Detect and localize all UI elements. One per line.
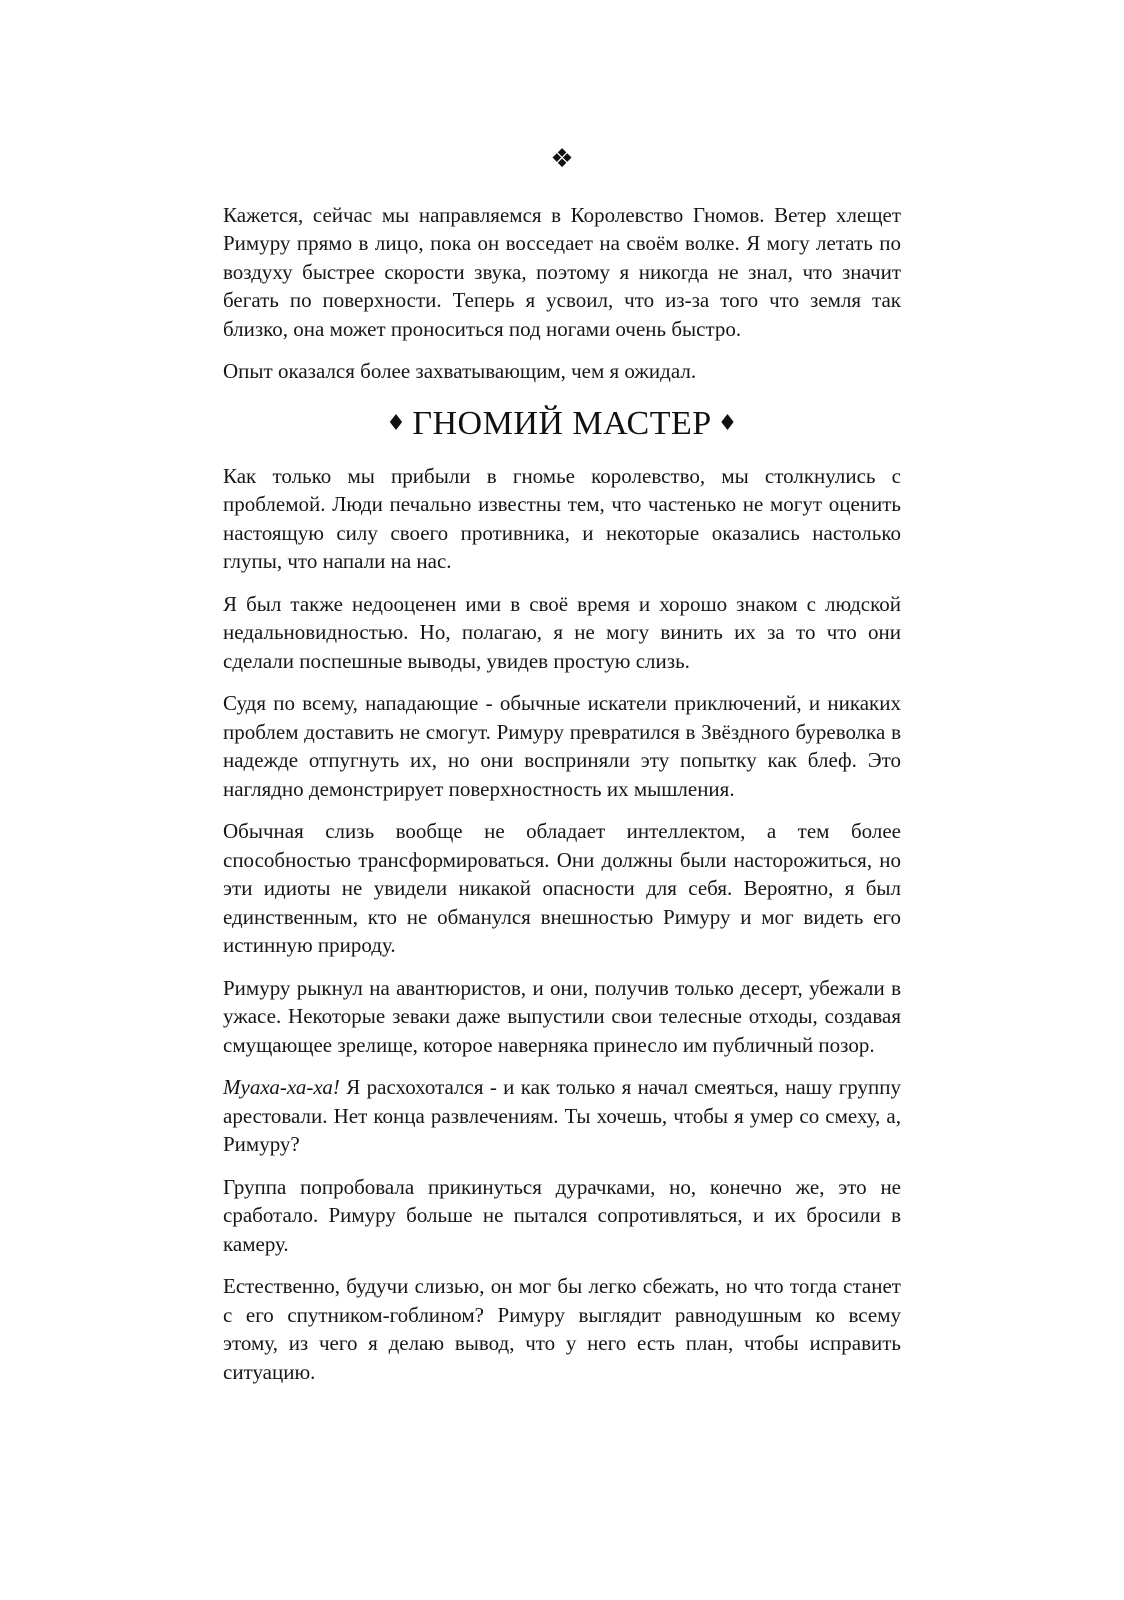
heading-right-diamond-icon: ♦: [717, 410, 738, 436]
text-column: [223, 0, 901, 1386]
chapter-heading: [223, 402, 901, 446]
paragraph-2: Опыт оказался более захватывающим, чем я ожидал.: [223, 359, 697, 383]
paragraph-10: Естественно, будучи слизью, он мог бы легко сбежать, но что тогда станет с его спутником-гоблином? Римуру выглядит равнодушным ко всему этому, из чего я делаю вывод, что у него есть план, чтобы исправить ситуацию.: [223, 1274, 901, 1384]
paragraph-6: Обычная слизь вообще не обладает интеллектом, а тем более способностью трансформироваться. Они должны были насторожиться, но эти идиоты не увидели никакой опасности для себя. Вероятно, я был единственным, кто не обманулся внешностью Римуру и мог видеть его истинную природу.: [223, 819, 901, 957]
paragraph-7: Римуру рыкнул на авантюристов, и они, получив только десерт, убежали в ужасе. Некоторые зеваки даже выпустили свои телесные отходы, создавая смущающее зрелище, которое наверняка принесло им публичный позор.: [223, 975, 901, 1057]
heading-left-diamond-icon: ♦: [386, 410, 407, 436]
paragraph-3: Как только мы прибыли в гномье королевство, мы столкнулись с проблемой. Люди печально известны тем, что частенько не могут оценить настоящую силу своего противника, и некоторые оказались настолько глупы, что напали на нас.: [223, 463, 901, 573]
paragraph-4: Я был также недооценен ими в своё время и хорошо знаком с людской недальновидностью. Но, полагаю, я не могу винить их за то что они сделали поспешные выводы, увидев простую слизь.: [223, 591, 901, 673]
laugh-paragraph-text: Я расхохотался - и как только я начал смеяться, нашу группу арестовали. Нет конца развлечениям. Ты хочешь, чтобы я умер со смеху, а, Римуру?: [223, 1075, 902, 1156]
chapter-title: ГНОМИЙ МАСТЕР: [412, 404, 712, 442]
diamond-ornament-icon: ❖: [550, 144, 574, 174]
paragraph-5: Судя по всему, нападающие - обычные искатели приключений, и никаких проблем доставить не смогут. Римуру превратился в Звёздного буреволка в надежде отпугнуть их, но они восприняли эту попытку как блеф. Это наглядно демонстрирует поверхностность их мышления.: [223, 691, 901, 801]
italic-laugh-lead: Муаха-ха-ха!: [223, 1075, 340, 1099]
paragraph-9: Группа попробовала прикинуться дурачками, но, конечно же, это не сработало. Римуру больше не пытался сопротивляться, и их бросили в камеру.: [223, 1174, 901, 1256]
paragraph-1: Кажется, сейчас мы направляемся в Королевство Гномов. Ветер хлещет Римуру прямо в лицо, пока он восседает на своём волке. Я могу летать по воздуху быстрее скорости звука, поэтому я никогда не знал, что значит бегать по поверхности. Теперь я усвоил, что из-за того что земля так близко, она может проноситься под ногами очень быстро.: [223, 202, 901, 341]
scene-break: [223, 0, 901, 175]
paragraph-8: [223, 1073, 901, 1159]
